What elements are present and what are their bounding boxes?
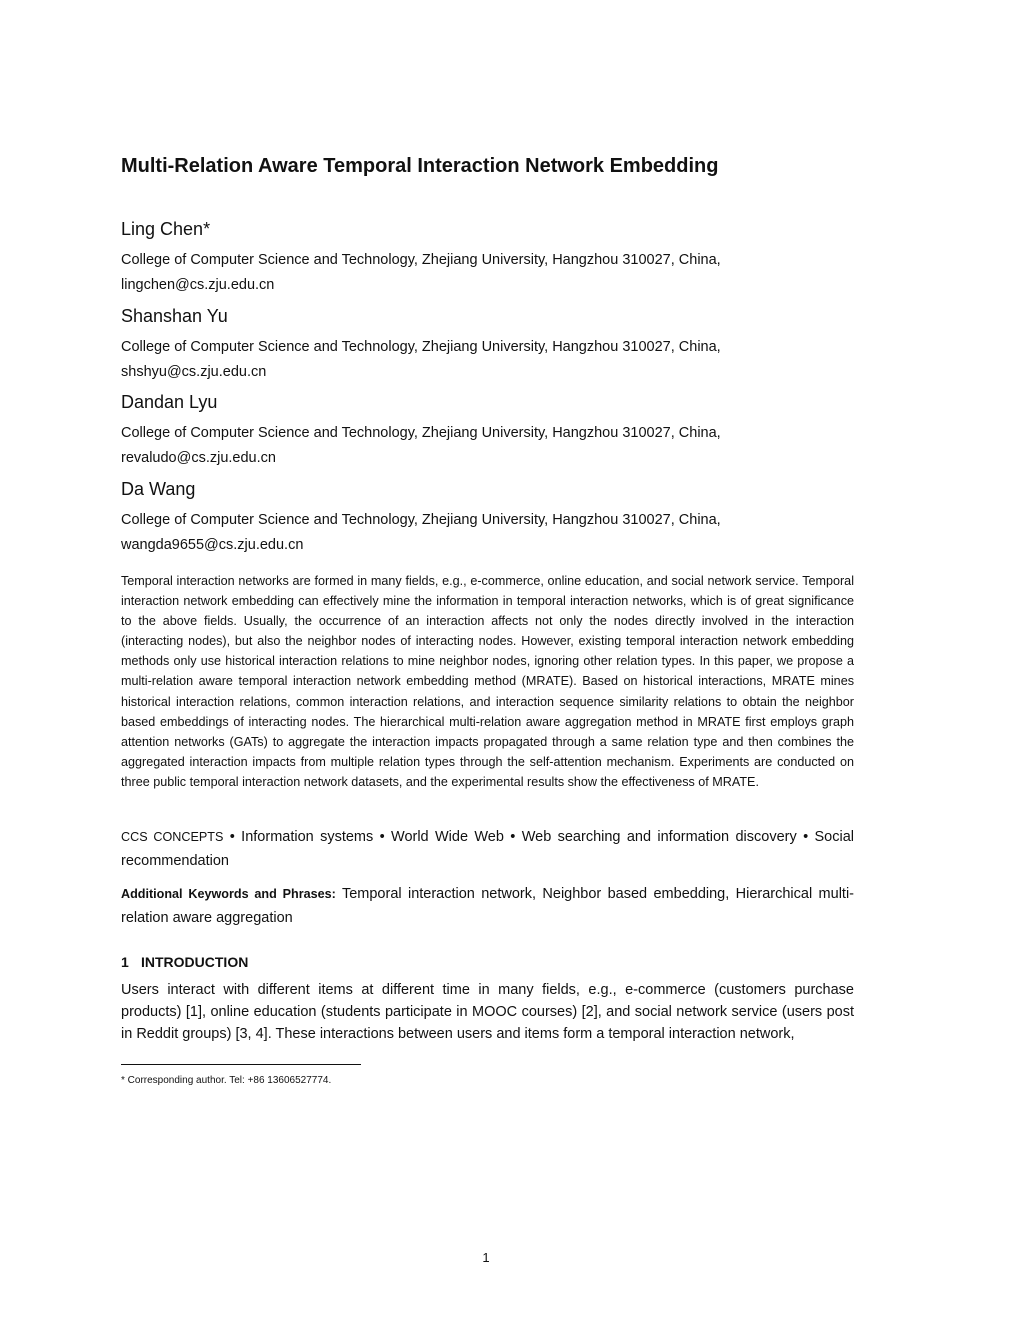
ccs-text: • Information systems • World Wide Web • Web searching and information discovery • Social recommendation xyxy=(121,829,854,869)
author-affiliation: College of Computer Science and Technology, Zhejiang University, Hangzhou 310027, China, xyxy=(121,512,721,528)
paper-title: Multi-Relation Aware Temporal Interaction Network Embedding xyxy=(121,155,719,177)
section-heading xyxy=(121,952,248,972)
author-email: wangda9655@cs.zju.edu.cn xyxy=(121,537,304,553)
section-title: INTRODUCTION xyxy=(141,954,249,970)
keywords-label: Additional Keywords and Phrases: xyxy=(121,887,336,901)
author-email: revaludo@cs.zju.edu.cn xyxy=(121,450,276,466)
abstract: Temporal interaction networks are formed in many fields, e.g., e-commerce, online education, and social network service. Temporal interaction network embedding can effectively mine the information in temporal interaction networks, which is of great significance to the above fields. Usually, the occurrence of an interaction affects not only the nodes directly involved in the interaction (interacting nodes), but also the neighbor nodes of interacting nodes. However, existing temporal interaction network embedding methods only use historical interaction relations to mine neighbor nodes, ignoring other relation types. In this paper, we propose a multi-relation aware temporal interaction network embedding method (MRATE). Based on historical interactions, MRATE mines historical interaction relations, common interaction relations, and interaction sequence similarity relations to obtain the neighbor based embeddings of interacting nodes. The hierarchical multi-relation aware aggregation method in MRATE first employs graph attention networks (GATs) to aggregate the interaction impacts propagated through a same relation type and then combines the aggregated interaction impacts from multiple relation types through the self-attention mechanism. Experiments are conducted on three public temporal interaction network datasets, and the experimental results show the effectiveness of MRATE. xyxy=(121,574,854,789)
author-affiliation: College of Computer Science and Technology, Zhejiang University, Hangzhou 310027, China, xyxy=(121,339,721,355)
author-email: lingchen@cs.zju.edu.cn xyxy=(121,277,275,293)
footnote: * Corresponding author. Tel: +86 13606527774. xyxy=(121,1075,332,1086)
footnote-divider xyxy=(121,1064,361,1065)
keywords xyxy=(121,882,854,930)
author-name: Ling Chen* xyxy=(121,219,211,239)
author-affiliation: College of Computer Science and Technology, Zhejiang University, Hangzhou 310027, China, xyxy=(121,252,721,268)
introduction-paragraph: Users interact with different items at different time in many fields, e.g., e-commerce (customers purchase products) [1], online education (students participate in MOOC courses) [2], and social network service (users post in Reddit groups) [3, 4]. These interactions between users and items form a temporal interaction network, xyxy=(121,982,854,1043)
author-email: shshyu@cs.zju.edu.cn xyxy=(121,364,267,380)
ccs-concepts xyxy=(121,825,854,873)
author-name: Da Wang xyxy=(121,479,196,499)
author-name: Shanshan Yu xyxy=(121,306,228,326)
keywords-text: Temporal interaction network, Neighbor based embedding, Hierarchical multi-relation aware aggregation xyxy=(121,886,854,926)
ccs-label: CCS CONCEPTS xyxy=(121,830,224,844)
author-affiliation: College of Computer Science and Technology, Zhejiang University, Hangzhou 310027, China, xyxy=(121,425,721,441)
section-number: 1 xyxy=(121,954,129,970)
page-number: 1 xyxy=(482,1250,490,1265)
author-name: Dandan Lyu xyxy=(121,392,218,412)
